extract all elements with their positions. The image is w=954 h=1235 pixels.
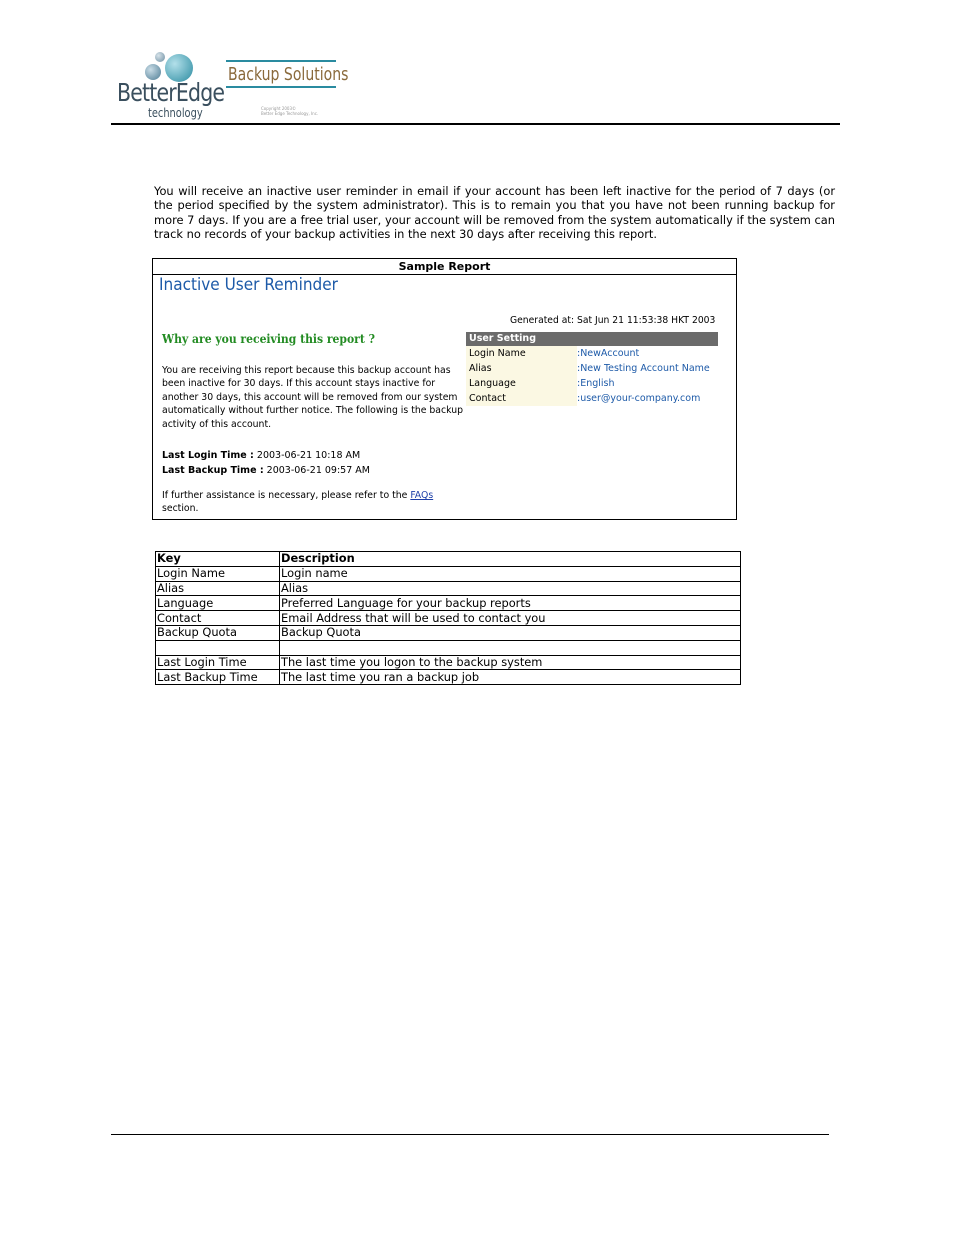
key-description-table bbox=[155, 551, 741, 685]
user-setting-heading: User Setting bbox=[466, 332, 718, 346]
table-row bbox=[156, 670, 741, 685]
report-title: Inactive User Reminder bbox=[159, 275, 338, 295]
description-cell: The last time you logon to the backup system bbox=[280, 655, 741, 670]
logo-copyright bbox=[261, 106, 318, 116]
product-top-rule bbox=[226, 60, 336, 62]
table-row bbox=[156, 596, 741, 611]
footer-divider bbox=[111, 1134, 829, 1135]
user-setting-row bbox=[466, 361, 718, 376]
table-row bbox=[156, 581, 741, 596]
table-header-row bbox=[156, 552, 741, 567]
user-setting-value: :English bbox=[577, 378, 615, 389]
description-cell: Email Address that will be used to contact you bbox=[280, 611, 741, 626]
key-cell: Backup Quota bbox=[156, 625, 280, 640]
logo-brand-sub: technology bbox=[148, 106, 203, 120]
last-login-line bbox=[162, 450, 360, 461]
user-setting-key: Language bbox=[466, 376, 577, 391]
description-cell: Login name bbox=[280, 566, 741, 581]
key-cell: Last Login Time bbox=[156, 655, 280, 670]
table-row bbox=[156, 566, 741, 581]
sample-report bbox=[152, 258, 737, 520]
user-setting-key: Login Name bbox=[466, 346, 577, 361]
header-divider bbox=[111, 123, 840, 125]
company-logo bbox=[113, 48, 353, 123]
last-backup-value: 2003-06-21 09:57 AM bbox=[266, 465, 370, 476]
table-row bbox=[156, 611, 741, 626]
user-setting-row bbox=[466, 346, 718, 361]
user-setting-key: Alias bbox=[466, 361, 577, 376]
product-bottom-rule bbox=[226, 86, 336, 88]
last-backup-label: Last Backup Time : bbox=[162, 465, 264, 476]
table-row bbox=[156, 655, 741, 670]
description-cell bbox=[280, 640, 741, 655]
key-cell: Alias bbox=[156, 581, 280, 596]
report-help-text bbox=[162, 489, 462, 515]
key-cell: Contact bbox=[156, 611, 280, 626]
last-login-value: 2003-06-21 10:18 AM bbox=[256, 450, 361, 461]
copyright-line: Copyright 2003© bbox=[261, 106, 296, 111]
copyright-line: Better Edge Technology, Inc. bbox=[261, 111, 319, 116]
faqs-link[interactable]: FAQs bbox=[410, 490, 434, 501]
description-cell: Alias bbox=[280, 581, 741, 596]
user-setting-value: :New Testing Account Name bbox=[577, 363, 710, 374]
key-cell: Login Name bbox=[156, 566, 280, 581]
user-setting-row bbox=[466, 376, 718, 391]
user-setting-key: Contact bbox=[466, 391, 577, 406]
intro-paragraph: You will receive an inactive user reminder in email if your account has been left inactive for the period of 7 days (or the period specified by the system administrator). This is to remain you that you have not been running backup for more 7 days. If you are a free trial user, your account will be removed from the system automatically if the system can track no records of your backup activities in the next 30 days after receiving this report. bbox=[154, 184, 835, 242]
sample-report-body bbox=[153, 275, 736, 519]
key-cell: Last Backup Time bbox=[156, 670, 280, 685]
user-setting-value: :NewAccount bbox=[577, 348, 640, 359]
sample-report-caption: Sample Report bbox=[153, 259, 736, 275]
product-title: Backup Solutions bbox=[228, 64, 349, 85]
logo-brand-name: BetterEdge bbox=[117, 78, 225, 107]
user-setting-value: :user@your-company.com bbox=[577, 393, 701, 404]
report-generated-time: Generated at: Sat Jun 21 11:53:38 HKT 2003 bbox=[510, 315, 716, 326]
description-cell: Backup Quota bbox=[280, 625, 741, 640]
table-row bbox=[156, 625, 741, 640]
help-suffix: section. bbox=[162, 503, 199, 514]
description-cell: The last time you ran a backup job bbox=[280, 670, 741, 685]
table-row bbox=[156, 640, 741, 655]
key-cell bbox=[156, 640, 280, 655]
report-why-heading: Why are you receiving this report ? bbox=[162, 332, 375, 346]
user-setting-panel bbox=[466, 332, 718, 406]
help-prefix: If further assistance is necessary, please refer to the bbox=[162, 490, 408, 501]
last-backup-line bbox=[162, 465, 370, 476]
last-login-label: Last Login Time : bbox=[162, 450, 254, 461]
report-explanation: You are receiving this report because this backup account has been inactive for 30 days. If this account stays inactive for another 30 days, this account will be removed from our system automatically without further notice. The following is the backup activity of this account. bbox=[162, 365, 464, 430]
column-header-description: Description bbox=[280, 552, 741, 567]
description-cell: Preferred Language for your backup reports bbox=[280, 596, 741, 611]
key-cell: Language bbox=[156, 596, 280, 611]
column-header-key: Key bbox=[156, 552, 280, 567]
user-setting-row bbox=[466, 391, 718, 406]
